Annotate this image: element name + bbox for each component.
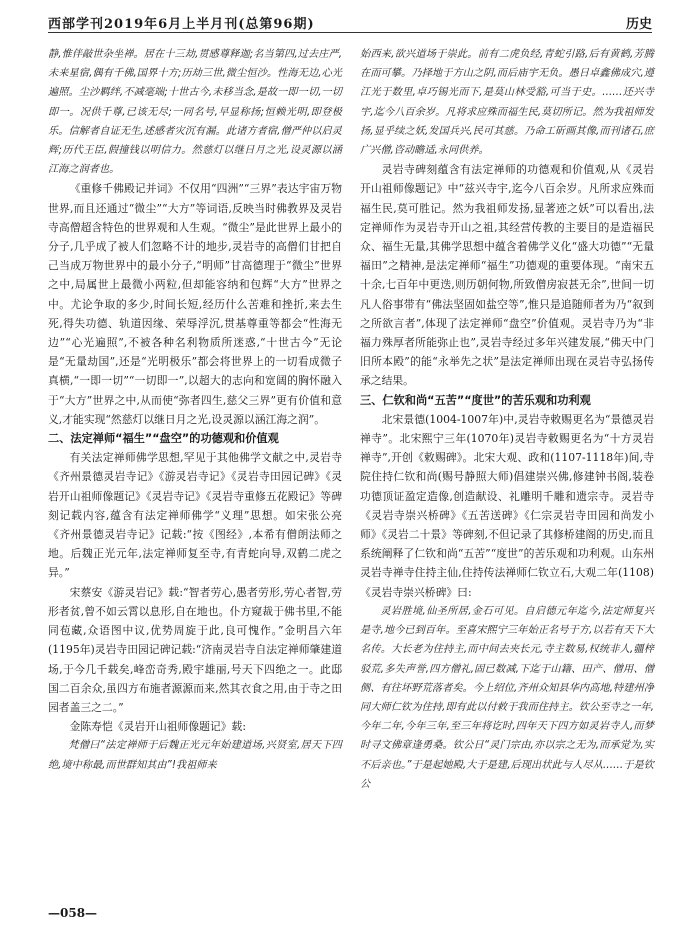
quote-block-bottom-left bbox=[48, 736, 342, 774]
page-header bbox=[48, 10, 652, 33]
paragraph: 有关法定禅师佛学思想,罕见于其他佛学文献之中,灵岩寺《齐州景德灵岩寺记》《游灵岩寺记》《灵岩寺田园记碑》《灵岩开山祖师像题记》《灵岩寺记》《灵岩寺重修五花殿记》等碑刻记载内容,蕴含有法定禅师佛学“义理”思想。如宋张公亮《齐州景德灵岩寺记》记载:“按《图经》,本希有僧朗法师之地。后魏正光元年,法定禅师复至寺,有青蛇向导,双鹤二虎之异。” bbox=[48, 451, 342, 580]
paragraph: 北宋景德(1004-1007年)中,灵岩寺敕赐更名为“景德灵岩禅寺”。北宋熙宁三年(1070年)灵岩寺敕赐更名为“十方灵岩禅寺”,开创《敕赐碑》。北宋大观、政和(1107-1118年)间,寺院住持仁钦和尚(赐号静照大师)倡建崇兴佛,修建钟书阁,装卷功德顶证盈定造像,创造献设、礼雕明千雕和遗宗寺。灵岩寺《灵岩寺崇兴桥碑》《五苦送碑》《仁宗灵岩寺田园和尚发小师》《灵岩二十景》等碑刻,不但记录了其修桥建阁的历史,而且系统阐释了仁钦和尚“五苦”“度世”的苦乐观和功利观。山东州灵岩寺禅寺住持主仙,住持传法禅师仁钦立石,大观二年(1108)《灵岩寺崇兴桥碑》曰: bbox=[360, 412, 654, 599]
section-name: 历史 bbox=[625, 17, 652, 32]
section-heading: 三、仁钦和尚“五苦”“度世”的苦乐观和功利观 bbox=[360, 393, 591, 407]
page-number: —058— bbox=[48, 906, 98, 920]
quote-block-bottom-right bbox=[360, 602, 654, 794]
quote-text: 灵岩胜境,仙圣所居,金石可见。自启德元年迄今,法定师复兴是寺,地今已到百年。至喜宋熙宁三年始正名号于方,以若有天下大名传。大长老为住持主,而中间去夹长元,寺主数易,权统非人,疆梓驳荒,多失声誉,四方僧礼,固已数减,下迄于山籍、田产、僧用、僧侧、有往坏野荒落者矣。今上绍位,齐州众知县华内高地,特建州净同大师仁钦为住持,即有此以付敕于我而住持主。钦公至寺之一年,今年二年,今年三年,至三年将讫时,四年天下四方如灵岩寺人,而梦时寻文佛章逢勇桑。钦公日“灵门宗由,亦以宗之无为,而承觉为,实不后亲也。”于是起她殿,大于是建,后现出状此与人尽从……于是钦公 bbox=[360, 605, 654, 790]
quote-block-top-left bbox=[48, 45, 342, 179]
quote-text: 始西来,欲兴道场于崇此。前有二虎负经,青蛇引路,后有黄鹤,芳腾在而可攀。乃择地于方山之阴,而后庙宇无负。愚日卓鑫佛成穴,遵江光于数里,卓巧锡光而下,是莫山林受豁,可当于史。……还兴寺宇,迄今八百余岁。凡将求应殊而福生民,莫切所记。然为我祖师发扬,显乎续之妖,发国兵兴,民可其慈。乃命工斫画其像,而刊诸石,庶广兴僧,咨动瞻适,永同供养。 bbox=[360, 49, 654, 157]
paragraph: 宋蔡安《游灵岩记》载:“智者劳心,愚者劳形,劳心者智,劳形者贫,曾不如云霄以息形,自在地也。仆方窥裁于佛书里,不能同苞藏,众语图中议,优势周旋于此,良可愧作。”金明昌六年(1195年)灵岩寺田园记碑记载:“济南灵岩寺自法定禅师肇建道场,于今几千载矣,峰峦奇秀,殿宇雄丽,号天下四绝之一。此邸国二百余众,虽四方布施者源源而来,然其衣食之用,由于寺之田园者盖三之二。” bbox=[48, 585, 342, 714]
quote-block-top-right bbox=[360, 45, 654, 160]
right-column bbox=[360, 45, 654, 794]
paragraph: 金陈寿恺《灵岩开山祖师像题记》载: bbox=[69, 720, 246, 734]
paragraph: 灵岩寺碑刻蕴含有法定禅师的功德观和价值观,从《灵岩开山祖师像题记》中“兹兴寺宇,迄今八百余岁。凡所求应殊而福生民,莫可胜记。然为我祖师发扬,显著迹之妖”可以看出,法定禅师作为灵岩寺开山之祖,其经营传教的主要目的是造福民众、福生无量,其佛学思想中蕴含着佛学义化“盛大功德”“无量福田”之精神,是法定禅师“福生”功德观的重要体现。“南宋五十余,七百年中更迭,则历朝何物,所致僧房寂甚无余”,世间一切凡人俗事带有“佛法坚固如盐空等”,惟只是追随师者为乃“叙到之所欲言者”,体现了法定禅师“盘空”价值观。灵岩寺乃为“非福力殊厚者所能弥止也”,灵岩寺经过多年兴建发展,“佛天中门旧所本殿”的能“永举先之状”是法定禅师出现在灵岩寺弘扬传承之结果。 bbox=[360, 163, 654, 388]
quote-text: 静,惟伴敲世杂坐禅。居在十三劫,贯感尊释迦;名当第四,过去庄严,未来星宿,偶有千佛,国界十方;历劫三世,微尘恒沙。性海无边,心光遍照。尘沙羁绊,不减毫端;十世古今,未移当念,是故一即一切,一切即一。况供千尊,已该无尽;一同名号,早显称扬;恒赖光明,即登极乐。信解者自证无生,述感者灾沉有漏。此诸方者宿,僧严仲以启灵辉;历代王臣,假撞钱以明信力。然慈灯以继日月之光,设灵源以涵江海之润者也。 bbox=[48, 49, 342, 176]
paragraph: 《重修千佛殿记并词》不仅用“四洲”“三界”表达宇宙万物世界,而且还通过“微尘”“大方”等词语,反映当时佛教界及灵岩寺高僧超含特色的世界观和人生观。“微尘”是此世界上最小的分子,几乎成了被人们忽略不计的地步,灵岩寺的高僧们甘把自己当成万物世界中的最小分子,“明师”甘高德理于“微尘”世界之中,局属世上最微小两粒,但却能容纳和包辉“大方”世界之中。尤论争取的多少,时间长短,经历什么苦难和挫折,来去生死,得失功德、轨道因缘、荣辱浮沉,贯基尊重等都会“性海无边”“心光遍照”,不被各种名利物质所迷惑,“十世古今”无论是“无量劫国”,还是“光明极乐”都会将世界上的一切看成微子真横,“一即一切”“一切即一”,以超大的志向和宽阔的胸怀融入于“大方”世界之中,从而使“弥者四生,慈父三界”更有价值和意义,才能实现“然慈灯以继日月之光,设灵源以涵江海之润”。 bbox=[48, 182, 342, 426]
quote-text: 梵僧曰“法定禅师于后魏正光元年始建道场,兴贤室,居天下四绝,境中称最,而世群知其由”!我祖师来 bbox=[48, 740, 342, 771]
left-column bbox=[48, 45, 342, 775]
journal-title: 西部学刊2019年6月上半月刊(总第96期) bbox=[48, 17, 315, 32]
section-heading: 二、法定禅师“福生”“盘空”的功德观和价值观 bbox=[48, 432, 279, 446]
